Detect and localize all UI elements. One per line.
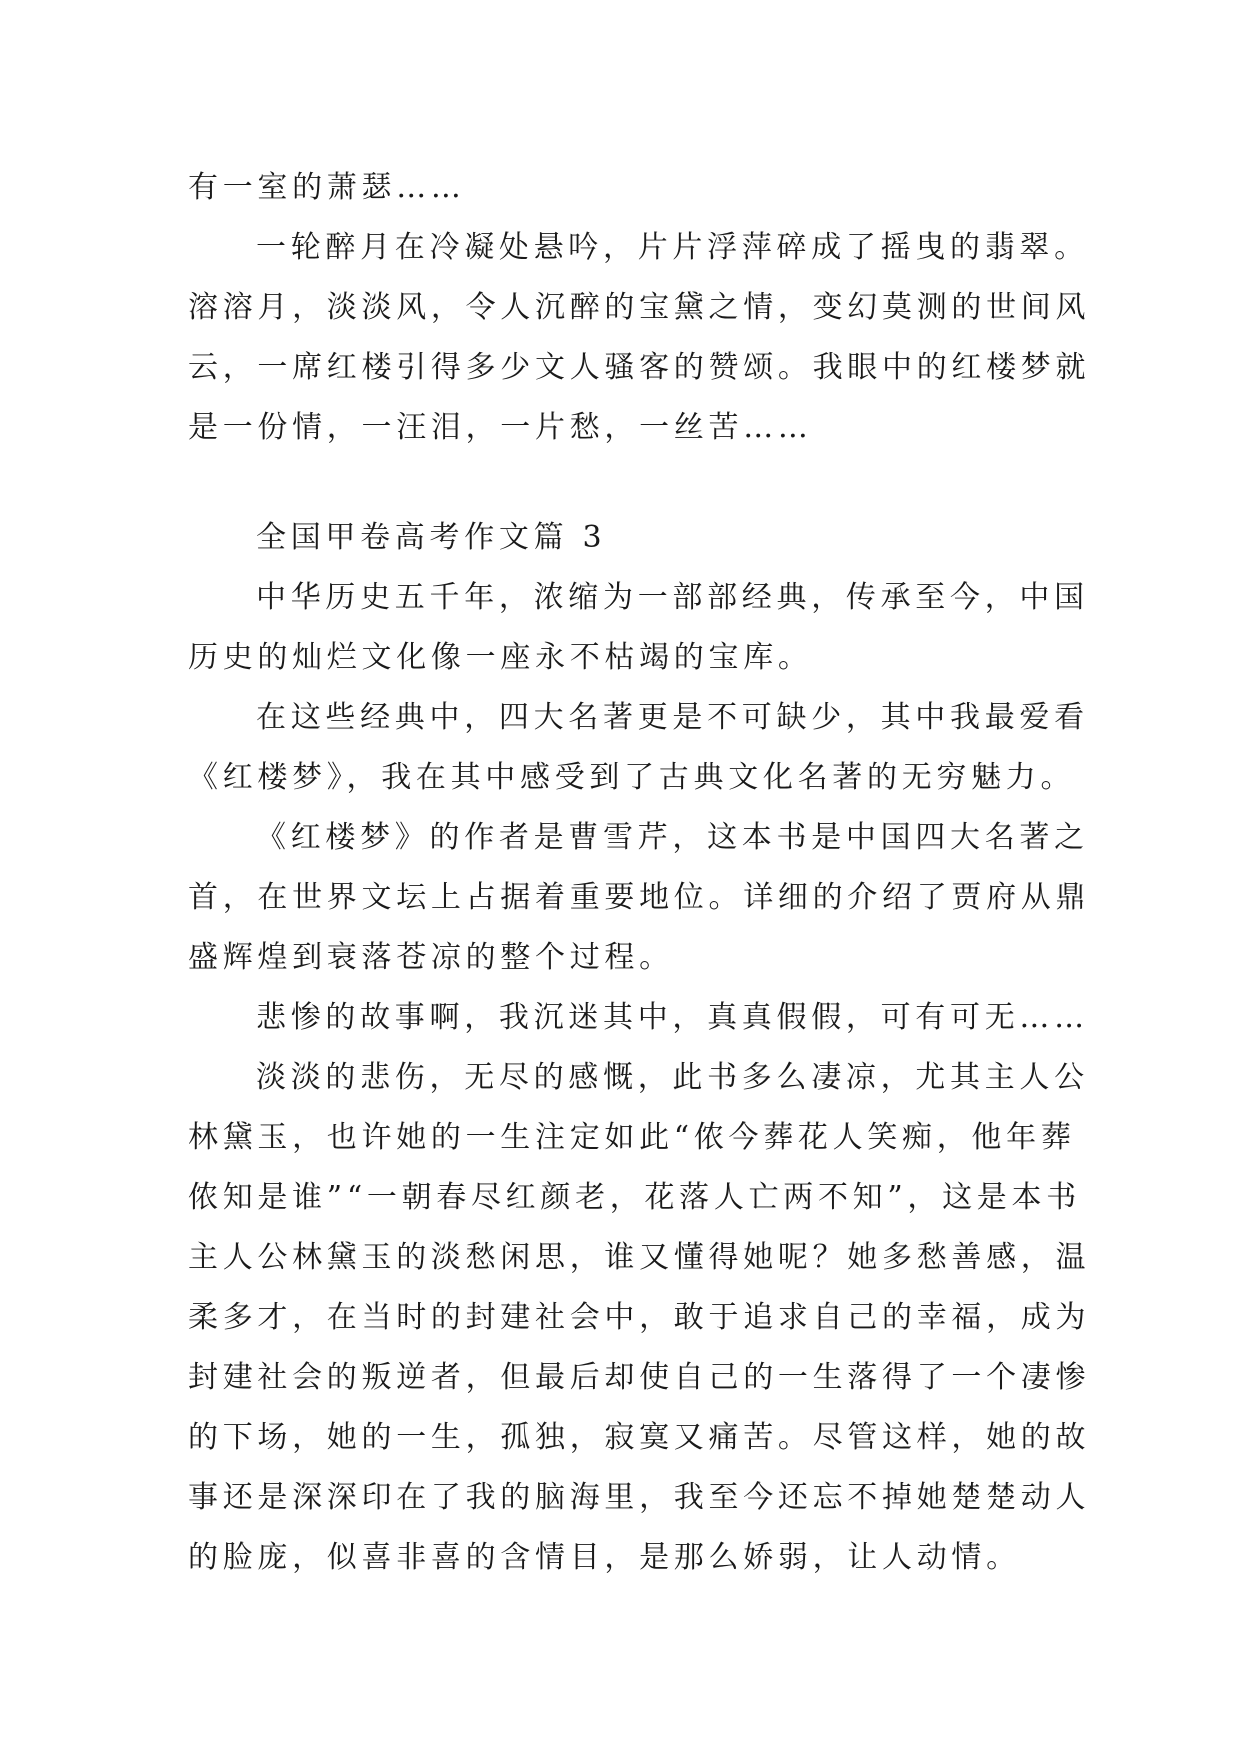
paragraph-line: 一轮醉月在冷凝处悬吟，片片浮萍碎成了摇曳的翡翠。: [256, 230, 1089, 265]
paragraph-line: 侬知是谁”“一朝春尽红颜老，花落人亡两不知”，这是本书: [188, 1180, 1081, 1215]
paragraph-line: 事还是深深印在了我的脑海里，我至今还忘不掉她楚楚动人: [188, 1480, 1091, 1515]
paragraph-line: 的下场，她的一生，孤独，寂寞又痛苦。尽管这样，她的故: [188, 1420, 1091, 1455]
section-heading: 全国甲卷高考作文篇 3: [256, 520, 607, 555]
paragraph-line: 的脸庞，似喜非喜的含情目，是那么娇弱，让人动情。: [188, 1540, 1021, 1575]
paragraph-line: 历史的灿烂文化像一座永不枯竭的宝库。: [188, 640, 813, 675]
essay-section-3: [188, 508, 1091, 1588]
paragraph-line: 是一份情，一汪泪，一片愁，一丝苦……: [188, 410, 813, 445]
paragraph-line: 淡淡的悲伤，无尽的感慨，此书多么凄凉，尤其主人公: [256, 1060, 1089, 1095]
essay-continuation: [188, 158, 1091, 458]
paragraph-line: 云，一席红楼引得多少文人骚客的赞颂。我眼中的红楼梦就: [188, 350, 1091, 385]
paragraph-line: 林黛玉，也许她的一生注定如此“侬今葬花人笑痴，他年葬: [188, 1120, 1076, 1155]
paragraph-line: 在这些经典中，四大名著更是不可缺少，其中我最爱看: [256, 700, 1089, 735]
paragraph-line: 中华历史五千年，浓缩为一部部经典，传承至今，中国: [256, 580, 1089, 615]
paragraph-line: 首，在世界文坛上占据着重要地位。详细的介绍了贾府从鼎: [188, 880, 1091, 915]
paragraph-line: 封建社会的叛逆者，但最后却使自己的一生落得了一个凄惨: [188, 1360, 1091, 1395]
paragraph-line: 有一室的萧瑟……: [188, 170, 466, 205]
paragraph-line: 柔多才，在当时的封建社会中，敢于追求自己的幸福，成为: [188, 1300, 1091, 1335]
paragraph-line: 溶溶月，淡淡风，令人沉醉的宝黛之情，变幻莫测的世间风: [188, 290, 1091, 325]
paragraph-line: 主人公林黛玉的淡愁闲思，谁又懂得她呢？她多愁善感，温: [188, 1240, 1091, 1275]
paragraph-line: 盛辉煌到衰落苍凉的整个过程。: [188, 940, 674, 975]
paragraph-line: 悲惨的故事啊，我沉迷其中，真真假假，可有可无……: [256, 1000, 1089, 1035]
paragraph-line: 《红楼梦》的作者是曹雪芹，这本书是中国四大名著之: [256, 820, 1089, 855]
paragraph-line: 《红楼梦》，我在其中感受到了古典文化名著的无穷魅力。: [188, 760, 1076, 795]
